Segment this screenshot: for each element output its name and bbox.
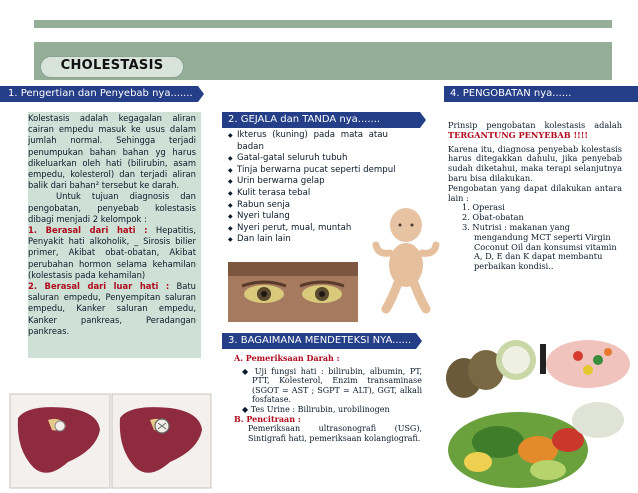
- symptom-item: ◆ Ikterus (kuning) pada mata atau badan: [228, 130, 418, 153]
- blood-test-item: ◆ Uji fungsi hati : bilirubin, albumin, PT, PTT, Kolesterol, Enzim transaminase (SGOT = AST ; SGPT = ALT), GGT, alkali fosfatase.: [242, 366, 422, 405]
- treatment-principle: Prinsip pengobatan kolestasis adalah TERGANTUNG PENYEBAB !!!!: [448, 120, 622, 140]
- definition-text: [28, 113, 196, 337]
- cause-extrahepatic: 2. Berasal dari luar hati : Batu saluran empedu, Penyempitan saluran empedu, Kanker saluran empedu, Kanker pankreas, Peradangan pankreas.: [28, 281, 196, 336]
- symptom-item: ◆ Kulit terasa tebal: [228, 188, 418, 200]
- food-and-pills-photo: [438, 330, 634, 492]
- treatment-diagnosis: Karena itu, diagnosa penyebab kolestasis harus ditegakkan dahulu, jika penyebab sudah diketahui, maka terapi selanjutnya baru bisa dilakukan.: [448, 143, 622, 183]
- symptom-item: ◆ Tinja berwarna pucat seperti dempul: [228, 165, 418, 177]
- grouping-paragraph: Untuk tujuan diagnosis dan pengobatan, penyebab kolestasis dibagi menjadi 2 kelompok :: [28, 191, 196, 224]
- section-3-title: 3. BAGAIMANA MENDETEKSI NYA......: [228, 335, 412, 346]
- imaging-label: B. Pencitraan :: [234, 413, 301, 424]
- urine-test-item: ◆ Tes Urine : Bilirubin, urobilinogen: [242, 404, 390, 414]
- symptom-item: ◆ Urin berwarna gelap: [228, 176, 418, 188]
- treatment-options-list: [448, 203, 622, 272]
- treatment-option: 2. Obat-obatan: [462, 212, 524, 223]
- liver-illustration: [8, 390, 213, 490]
- section-3-tail: [416, 333, 422, 349]
- section-1-title: 1. Pengertian dan Penyebab nya.......: [8, 88, 193, 99]
- section-2-tail: [420, 112, 426, 128]
- section-3-header: [222, 333, 416, 349]
- page-title: CHOLESTASIS: [60, 58, 164, 73]
- section-4-header: [444, 86, 638, 102]
- treatment-options-intro: Pengobatan yang dapat dilakukan antara lain :: [448, 182, 622, 203]
- section-1-header: [0, 86, 198, 102]
- section-1-tail: [198, 86, 204, 102]
- section-2-header: [222, 112, 420, 128]
- section-2-title: 2. GEJALA dan TANDA nya.......: [228, 114, 381, 125]
- blood-test-label: A. Pemeriksaan Darah :: [234, 353, 340, 363]
- treatment-content: [448, 121, 622, 272]
- detection-content: [234, 354, 422, 443]
- banner-stripe: [34, 28, 612, 42]
- imaging-text: Pemeriksaan ultrasonografi (USG), Sintigrafi hati, pemeriksaan kolangiografi.: [248, 424, 422, 443]
- symptom-item: ◆ Gatal-gatal seluruh tubuh: [228, 153, 418, 165]
- symptom-item: ◆ Nyeri tulang: [228, 211, 418, 223]
- jaundiced-baby-illustration: [372, 205, 440, 315]
- treatment-option: 3. Nutrisi : makanan yang mengandung MCT seperti Virgin Coconut Oil dan konsumsi vitamin A, D, E dan K dapat membantu perbaikan kondisi..: [462, 221, 617, 272]
- definition-paragraph: Kolestasis adalah kegagalan aliran cairan empedu masuk ke usus dalam jumlah normal. Sehingga terjadi penumpukan bahan bahan yg harus dikeluarkan oleh hati (bilirubin, asam empedu, kolesterol) dan terjadi aliran balik dari bahan² tersebut ke darah.: [28, 113, 196, 191]
- symptom-item: ◆ Dan lain lain: [228, 234, 418, 246]
- cause-hepatic: 1. Berasal dari hati : Hepatitis, Penyakit hati alkoholik, _ Sirosis bilier primer, Akibat obat-obatan, Akibat perubahan hormon selama kehamilan (kolestasis pada kehamilan): [28, 225, 196, 280]
- symptom-item: ◆ Rabun senja: [228, 200, 418, 212]
- section-4-title: 4. PENGOBATAN nya......: [450, 88, 572, 99]
- jaundiced-eyes-photo: [228, 262, 358, 322]
- treatment-option: 1. Operasi: [462, 202, 505, 213]
- symptom-item: ◆ Nyeri perut, mual, muntah: [228, 223, 418, 235]
